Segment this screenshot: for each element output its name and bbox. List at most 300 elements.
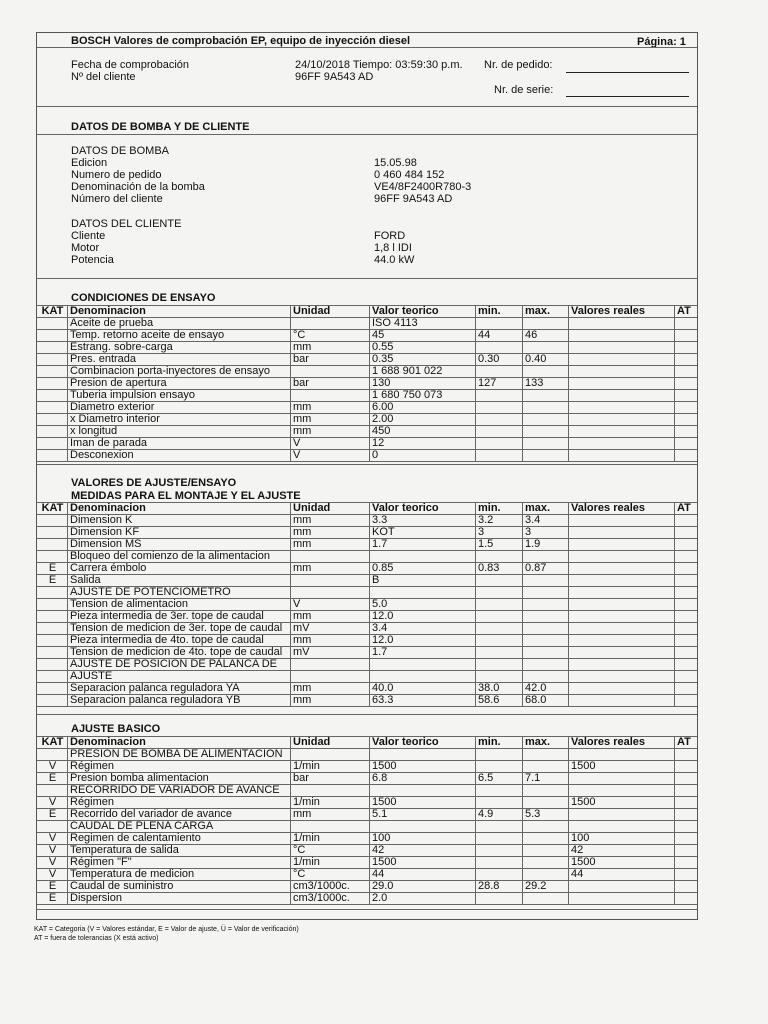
min-cell <box>476 796 522 808</box>
valor-teorico-cell: 130 <box>372 377 391 389</box>
table-row <box>37 892 697 904</box>
at-cell <box>675 514 697 526</box>
at-cell <box>675 401 697 413</box>
valor-teorico-cell: 1 680 750 073 <box>372 389 443 401</box>
max-cell: 42.0 <box>525 682 547 694</box>
valor-teorico-cell: 3.4 <box>372 622 388 634</box>
unidad-cell: °C <box>293 844 306 856</box>
kat-cell <box>38 538 67 550</box>
valores-reales-cell <box>569 646 674 658</box>
min-cell <box>476 832 522 844</box>
table-header-row <box>37 502 697 514</box>
max-cell <box>523 658 568 670</box>
unidad-cell: °C <box>293 868 306 880</box>
unidad-cell <box>291 748 369 760</box>
valor-teorico-cell: KOT <box>372 526 395 538</box>
unidad-cell: V <box>293 437 301 449</box>
min-cell: 127 <box>478 377 497 389</box>
serie-label: Nr. de serie: <box>494 84 554 96</box>
kat-cell <box>38 748 67 760</box>
min-cell <box>476 670 522 682</box>
max-cell: 29.2 <box>525 880 547 892</box>
pedido-label: Nr. de pedido: <box>484 59 553 71</box>
min-cell <box>476 760 522 772</box>
kat-cell: V <box>48 856 57 868</box>
denominacion-cell: Iman de parada <box>70 437 148 449</box>
valor-teorico-cell: 2.0 <box>372 892 388 904</box>
max-cell <box>523 437 568 449</box>
at-cell <box>675 341 697 353</box>
max-cell <box>523 796 568 808</box>
column-header-valores-reales: Valores reales <box>571 305 646 317</box>
valores-reales-cell <box>569 550 674 562</box>
unidad-cell: mm <box>293 562 312 574</box>
footer-at-legend: AT = fuera de tolerancias (X está activo) <box>34 935 159 942</box>
valor-teorico-cell <box>370 586 475 598</box>
unidad-cell: mm <box>293 538 312 550</box>
table-row <box>37 796 697 808</box>
at-cell <box>675 808 697 820</box>
min-cell <box>476 550 522 562</box>
denominacion-cell: Combinacion porta-inyectores de ensayo <box>70 365 270 377</box>
valores-reales-cell <box>569 317 674 329</box>
kat-cell <box>38 598 67 610</box>
unidad-cell: mm <box>293 610 312 622</box>
min-cell: 0.30 <box>478 353 500 365</box>
table-row <box>37 574 697 586</box>
valor-teorico-cell <box>370 670 475 682</box>
valor-teorico-cell: ISO 4113 <box>372 317 418 329</box>
denominacion-cell: Temp. retorno aceite de ensayo <box>70 329 225 341</box>
denominacion-cell: Bloqueo del comienzo de la alimentacion <box>70 550 270 562</box>
kat-cell <box>38 694 67 706</box>
table-row <box>37 832 697 844</box>
divider <box>37 909 697 910</box>
max-cell <box>523 449 568 461</box>
valor-teorico-cell <box>370 658 475 670</box>
valores-reales-cell <box>569 449 674 461</box>
valores-reales-cell <box>569 514 674 526</box>
valor-teorico-cell: 1500 <box>372 856 397 868</box>
kat-cell <box>38 389 67 401</box>
denominacion-cell: Temperatura de medicion <box>70 868 195 880</box>
max-cell <box>523 598 568 610</box>
table-row <box>37 760 697 772</box>
valor-teorico-cell: 45 <box>372 329 385 341</box>
kat-cell <box>38 413 67 425</box>
cliente-label: Nº del cliente <box>71 71 136 83</box>
table-row <box>37 634 697 646</box>
kat-cell <box>38 610 67 622</box>
denominacion-cell: RECORRIDO DE VARIADOR DE AVANCE <box>70 784 280 796</box>
min-cell: 6.5 <box>478 772 494 784</box>
kat-cell <box>38 670 67 682</box>
column-header-valor-teorico: Valor teorico <box>372 305 439 317</box>
at-cell <box>675 389 697 401</box>
table-row <box>37 808 697 820</box>
denominacion-cell: Dimension KF <box>70 526 140 538</box>
denominacion-cell: Presion bomba alimentacion <box>70 772 209 784</box>
valores-reales-cell <box>569 341 674 353</box>
valores-reales-cell <box>569 880 674 892</box>
valores-reales-cell <box>569 820 674 832</box>
max-cell <box>523 365 568 377</box>
valores-reales-cell <box>569 748 674 760</box>
field-value: 15.05.98 <box>374 157 417 169</box>
at-cell <box>675 365 697 377</box>
column-header-at: AT <box>677 736 691 748</box>
unidad-cell <box>291 574 369 586</box>
min-cell <box>476 820 522 832</box>
denominacion-cell: AJUSTE <box>70 670 113 682</box>
at-cell <box>675 449 697 461</box>
denominacion-cell: Caudal de suministro <box>70 880 174 892</box>
at-cell <box>675 880 697 892</box>
max-cell <box>523 760 568 772</box>
min-cell <box>476 365 522 377</box>
unidad-cell: bar <box>293 772 309 784</box>
unidad-cell: mm <box>293 526 312 538</box>
at-cell <box>675 437 697 449</box>
at-cell <box>675 634 697 646</box>
serie-line <box>566 96 689 97</box>
valores-reales-cell: 1500 <box>571 796 596 808</box>
at-cell <box>675 748 697 760</box>
table-row <box>37 413 697 425</box>
unidad-cell: °C <box>293 329 306 341</box>
unidad-cell <box>291 820 369 832</box>
kat-cell <box>38 401 67 413</box>
column-header-valor-teorico: Valor teorico <box>372 736 439 748</box>
valor-teorico-cell: 40.0 <box>372 682 394 694</box>
at-cell <box>675 574 697 586</box>
kat-cell: E <box>48 772 57 784</box>
max-cell: 5.3 <box>525 808 541 820</box>
valor-teorico-cell: B <box>372 574 380 586</box>
valor-teorico-cell: 2.00 <box>372 413 394 425</box>
column-header-kat: KAT <box>41 305 64 317</box>
kat-cell: E <box>48 880 57 892</box>
max-cell: 46 <box>525 329 538 341</box>
unidad-cell: mm <box>293 634 312 646</box>
column-header-kat: KAT <box>41 736 64 748</box>
max-cell: 68.0 <box>525 694 547 706</box>
column-header-max: max. <box>525 502 551 514</box>
min-cell: 3.2 <box>478 514 494 526</box>
valores-reales-cell <box>569 413 674 425</box>
valores-reales-cell <box>569 562 674 574</box>
valor-teorico-cell: 0.85 <box>372 562 394 574</box>
valor-teorico-cell: 5.1 <box>372 808 388 820</box>
kat-cell <box>38 526 67 538</box>
valores-reales-cell <box>569 365 674 377</box>
column-header-unidad: Unidad <box>293 502 331 514</box>
kat-cell <box>38 646 67 658</box>
max-cell <box>523 610 568 622</box>
denominacion-cell: Separacion palanca reguladora YB <box>70 694 241 706</box>
denominacion-cell: CAUDAL DE PLENA CARGA <box>70 820 214 832</box>
valor-teorico-cell: 1500 <box>372 796 397 808</box>
max-cell: 7.1 <box>525 772 541 784</box>
denominacion-cell: Recorrido del variador de avance <box>70 808 233 820</box>
denominacion-cell: Tuberia impulsion ensayo <box>70 389 195 401</box>
valor-teorico-cell: 1 688 901 022 <box>372 365 443 377</box>
table-row <box>37 538 697 550</box>
at-cell <box>675 317 697 329</box>
max-cell: 3.4 <box>525 514 541 526</box>
at-cell <box>675 694 697 706</box>
valores-reales-cell <box>569 377 674 389</box>
condiciones-title: CONDICIONES DE ENSAYO <box>71 292 216 304</box>
min-cell <box>476 449 522 461</box>
valor-teorico-cell <box>370 784 475 796</box>
kat-cell: E <box>48 562 57 574</box>
field-label: Denominación de la bomba <box>71 181 205 193</box>
valor-teorico-cell: 29.0 <box>372 880 394 892</box>
denominacion-cell: Régimen "F" <box>70 856 132 868</box>
valor-teorico-cell: 0 <box>372 449 379 461</box>
kat-cell <box>38 317 67 329</box>
divider <box>37 464 697 465</box>
table-row <box>37 610 697 622</box>
max-cell <box>523 832 568 844</box>
kat-cell: V <box>48 844 57 856</box>
max-cell <box>523 634 568 646</box>
valores-reales-cell <box>569 892 674 904</box>
valor-teorico-cell <box>370 550 475 562</box>
valor-teorico-cell: 12.0 <box>372 610 394 622</box>
table-row <box>37 868 697 880</box>
max-cell <box>523 844 568 856</box>
column-header-valor-teorico: Valor teorico <box>372 502 439 514</box>
table-row <box>37 401 697 413</box>
table-row <box>37 856 697 868</box>
denominacion-cell: PRESION DE BOMBA DE ALIMENTACION <box>70 748 283 760</box>
valores-reales-cell <box>569 437 674 449</box>
max-cell <box>523 401 568 413</box>
max-cell: 0.40 <box>525 353 547 365</box>
min-cell <box>476 868 522 880</box>
denominacion-cell: Salida <box>70 574 101 586</box>
unidad-cell: mm <box>293 808 312 820</box>
divider <box>37 134 697 135</box>
table-row <box>37 844 697 856</box>
valor-teorico-cell: 1.7 <box>372 538 388 550</box>
valor-teorico-cell <box>370 820 475 832</box>
max-cell <box>523 892 568 904</box>
unidad-cell: mV <box>293 622 310 634</box>
valor-teorico-cell: 44 <box>372 868 385 880</box>
table-row <box>37 365 697 377</box>
at-cell <box>675 377 697 389</box>
column-header-at: AT <box>677 502 691 514</box>
field-value: 44.0 kW <box>374 254 415 266</box>
field-value: VE4/8F2400R780-3 <box>374 181 472 193</box>
column-header-unidad: Unidad <box>293 736 331 748</box>
valores-reales-cell: 1500 <box>571 856 596 868</box>
table-row <box>37 658 697 670</box>
valor-teorico-cell: 12.0 <box>372 634 394 646</box>
valores-reales-cell <box>569 425 674 437</box>
column-header-kat: KAT <box>41 502 64 514</box>
min-cell <box>476 341 522 353</box>
max-cell <box>523 317 568 329</box>
at-cell <box>675 868 697 880</box>
unidad-cell: mm <box>293 682 312 694</box>
footer-kat-legend: KAT = Categoria (V = Valores estándar, E = Valor de ajuste, Ü = Valor de verificación) <box>34 926 299 933</box>
column-header-min: min. <box>478 736 501 748</box>
valores-reales-cell <box>569 598 674 610</box>
denominacion-cell: AJUSTE DE POSICION DE PALANCA DE <box>70 658 278 670</box>
valores-reales-cell <box>569 694 674 706</box>
at-cell <box>675 598 697 610</box>
denominacion-cell: Presion de apertura <box>70 377 167 389</box>
min-cell <box>476 844 522 856</box>
max-cell <box>523 413 568 425</box>
valores-reales-cell <box>569 808 674 820</box>
valores-reales-cell <box>569 634 674 646</box>
table-header-row <box>37 305 697 317</box>
unidad-cell: bar <box>293 377 309 389</box>
denominacion-cell: Régimen <box>70 796 115 808</box>
ajuste-title: VALORES DE AJUSTE/ENSAYO <box>71 477 237 489</box>
denominacion-cell: Pres. entrada <box>70 353 137 365</box>
unidad-cell <box>291 586 369 598</box>
table-row <box>37 784 697 796</box>
unidad-cell: V <box>293 449 301 461</box>
max-cell: 133 <box>525 377 544 389</box>
min-cell <box>476 634 522 646</box>
valor-teorico-cell: 3.3 <box>372 514 388 526</box>
denominacion-cell: Dispersion <box>70 892 122 904</box>
valores-reales-cell <box>569 784 674 796</box>
valor-teorico-cell: 6.00 <box>372 401 394 413</box>
kat-cell <box>38 365 67 377</box>
column-header-denominacion: Denominacion <box>70 736 146 748</box>
at-cell <box>675 526 697 538</box>
unidad-cell <box>291 365 369 377</box>
column-header-min: min. <box>478 502 501 514</box>
table-row <box>37 562 697 574</box>
unidad-cell: mV <box>293 646 310 658</box>
field-label: Potencia <box>71 254 114 266</box>
kat-cell <box>38 784 67 796</box>
column-header-max: max. <box>525 305 551 317</box>
min-cell <box>476 610 522 622</box>
kat-cell <box>38 820 67 832</box>
column-header-denominacion: Denominacion <box>70 502 146 514</box>
table-row <box>37 646 697 658</box>
min-cell: 3 <box>478 526 485 538</box>
valores-reales-cell <box>569 772 674 784</box>
denominacion-cell: Estrang. sobre-carga <box>70 341 173 353</box>
unidad-cell: mm <box>293 401 312 413</box>
table-row <box>37 514 697 526</box>
max-cell <box>523 425 568 437</box>
table-row <box>37 449 697 461</box>
field-label: Edicion <box>71 157 108 169</box>
table-row <box>37 622 697 634</box>
valor-teorico-cell: 1500 <box>372 760 397 772</box>
kat-cell <box>38 514 67 526</box>
unidad-cell: cm3/1000c. <box>293 880 350 892</box>
cliente-title: DATOS DEL CLIENTE <box>71 218 182 230</box>
max-cell <box>523 574 568 586</box>
valor-teorico-cell: 0.55 <box>372 341 394 353</box>
at-cell <box>675 796 697 808</box>
table-row <box>37 748 697 760</box>
page-number: Página: 1 <box>637 36 686 48</box>
valores-reales-cell: 44 <box>571 868 584 880</box>
table-row <box>37 598 697 610</box>
denominacion-cell: Diametro exterior <box>70 401 155 413</box>
min-cell <box>476 646 522 658</box>
min-cell: 4.9 <box>478 808 494 820</box>
at-cell <box>675 353 697 365</box>
kat-cell <box>38 353 67 365</box>
max-cell <box>523 670 568 682</box>
kat-cell <box>38 634 67 646</box>
valores-reales-cell <box>569 658 674 670</box>
denominacion-cell: x Diametro interior <box>70 413 160 425</box>
column-header-denominacion: Denominacion <box>70 305 146 317</box>
denominacion-cell: Regimen de calentamiento <box>70 832 201 844</box>
kat-cell <box>38 550 67 562</box>
table-row <box>37 317 697 329</box>
denominacion-cell: Temperatura de salida <box>70 844 179 856</box>
max-cell <box>523 856 568 868</box>
datos-section-title: DATOS DE BOMBA Y DE CLIENTE <box>71 121 250 133</box>
at-cell <box>675 413 697 425</box>
denominacion-cell: Tension de medicion de 3er. tope de caudal <box>70 622 283 634</box>
table-row <box>37 389 697 401</box>
field-label: Cliente <box>71 230 106 242</box>
bomba-title: DATOS DE BOMBA <box>71 145 170 157</box>
field-label: Motor <box>71 242 100 254</box>
kat-cell: E <box>48 574 57 586</box>
min-cell <box>476 856 522 868</box>
min-cell <box>476 574 522 586</box>
table-row <box>37 329 697 341</box>
kat-cell <box>38 341 67 353</box>
valores-reales-cell <box>569 574 674 586</box>
min-cell: 44 <box>478 329 491 341</box>
max-cell: 1.9 <box>525 538 541 550</box>
unidad-cell: cm3/1000c. <box>293 892 350 904</box>
table-row <box>37 682 697 694</box>
max-cell <box>523 389 568 401</box>
unidad-cell: mm <box>293 425 312 437</box>
valor-teorico-cell: 5.0 <box>372 598 388 610</box>
unidad-cell <box>291 670 369 682</box>
kat-cell <box>38 622 67 634</box>
denominacion-cell: Aceite de prueba <box>70 317 154 329</box>
denominacion-cell: Tension de medicion de 4to. tope de caudal <box>70 646 283 658</box>
valores-reales-cell <box>569 610 674 622</box>
valor-teorico-cell: 1.7 <box>372 646 388 658</box>
basico-title: AJUSTE BASICO <box>71 723 161 735</box>
min-cell <box>476 586 522 598</box>
column-header-valores-reales: Valores reales <box>571 502 646 514</box>
unidad-cell: bar <box>293 353 309 365</box>
min-cell <box>476 658 522 670</box>
kat-cell: V <box>48 832 57 844</box>
valor-teorico-cell: 450 <box>372 425 391 437</box>
denominacion-cell: Pieza intermedia de 3er. tope de caudal <box>70 610 264 622</box>
valor-teorico-cell: 63.3 <box>372 694 394 706</box>
unidad-cell: 1/min <box>293 760 320 772</box>
table-row <box>37 694 697 706</box>
